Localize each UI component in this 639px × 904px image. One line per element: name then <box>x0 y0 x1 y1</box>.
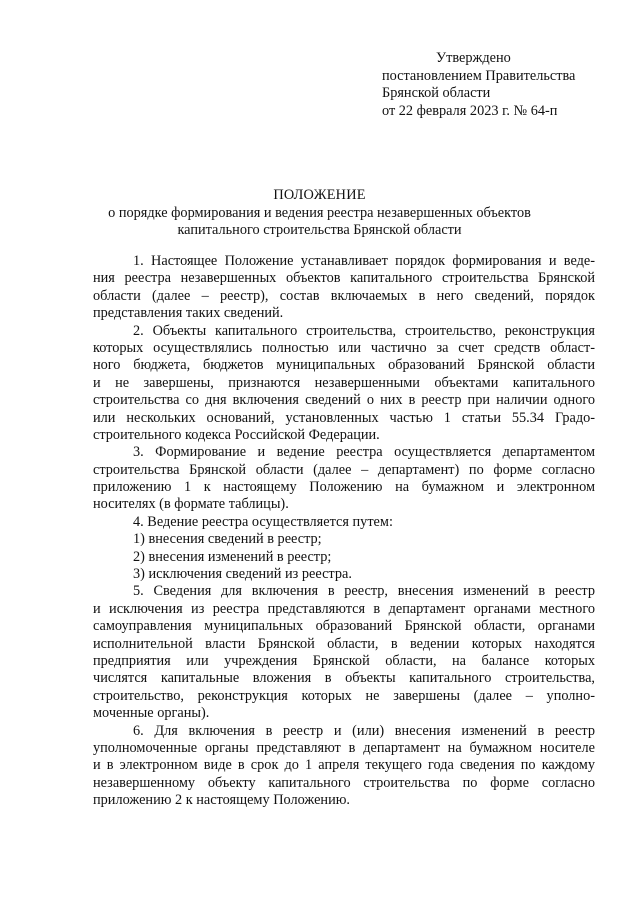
body-line: 1. Настоящее Положение устанавливает порядок формирования и веде- <box>133 253 595 269</box>
body-line: 1) внесения сведений в реестр; <box>133 531 322 548</box>
body-line: 2. Объекты капитального строительства, строительство, реконструкция <box>133 322 595 339</box>
body-line: моченные органы). <box>93 705 210 722</box>
body-line: самоуправления муниципальных образований Брянской области, органами <box>93 618 595 635</box>
body-line: 4. Ведение реестра осуществляется путем: <box>133 513 393 530</box>
body-line: области (далее – реестр), состав включаемых в него сведений, порядок <box>93 287 595 304</box>
body-line: и не завершены, признаются незавершенными объектами капитального <box>93 374 595 391</box>
body-line: и исключения из реестра представляются в департамент органами местного <box>93 600 595 617</box>
body-line: и в электронном виде в срок до 1 апреля текущего года сведения по каждому <box>93 757 595 774</box>
body-line: предприятия или учреждения Брянской области, на балансе которых <box>93 652 595 669</box>
document-title <box>0 187 639 240</box>
body-line: приложению 1 к настоящему Положению на бумажном и электронном <box>93 479 595 496</box>
title-heading: ПОЛОЖЕНИЕ <box>273 187 366 203</box>
title-subtitle-line-1: о порядке формирования и ведения реестра незавершенных объектов <box>108 204 531 221</box>
body-line: которых осуществлялись полностью или частично за счет средств област- <box>93 339 595 356</box>
body-line: представления таких сведений. <box>93 305 284 322</box>
body-line: строительства Брянской области (далее – департамент) по форме согласно <box>93 461 595 478</box>
body-line: строительство, реконструкция которых не завершены (далее – уполно- <box>93 687 595 704</box>
body-line: приложению 2 к настоящему Положению. <box>93 792 350 809</box>
approval-line-resolution: постановлением Правительства <box>382 67 576 84</box>
body-line: носителях (в формате таблицы). <box>93 496 289 513</box>
body-line: 3. Формирование и ведение реестра осуществляется департаментом <box>133 444 595 461</box>
body-line: ного бюджета, бюджетов муниципальных образований Брянской области <box>93 357 595 374</box>
body-line: или нескольких оснований, установленных частью 1 статьи 55.34 Градо- <box>93 409 595 426</box>
body-line: 6. Для включения в реестр и (или) внесения изменений в реестр <box>133 722 595 739</box>
approval-line-region: Брянской области <box>382 85 491 101</box>
approval-stamp <box>382 50 575 120</box>
body-line: 2) внесения изменений в реестр; <box>133 548 332 565</box>
title-subtitle-line-2: капитального строительства Брянской области <box>177 222 462 238</box>
body-line: уполномоченные органы представляют в департамент на бумажном носителе <box>93 739 595 756</box>
body-line: исполнительной власти Брянской области, в ведении которых находятся <box>93 635 595 652</box>
body-line: числятся капитальные вложения в объекты капитального строительства, <box>93 670 595 687</box>
body-line: незавершенному объекту капитального строительства по форме согласно <box>93 774 595 791</box>
approval-line-date-number: от 22 февраля 2023 г. № 64-п <box>382 102 558 119</box>
body-line: строительства со дня включения сведений о них в реестр при наличии одного <box>93 392 595 409</box>
body-line: 3) исключения сведений из реестра. <box>133 566 352 583</box>
approval-line-approved: Утверждено <box>436 50 511 66</box>
body-line: строительного кодекса Российской Федерации. <box>93 426 380 443</box>
body-line: ния реестра незавершенных объектов капитального строительства Брянской <box>93 270 595 287</box>
document-body <box>93 253 595 810</box>
body-line: 5. Сведения для включения в реестр, внесения изменений в реестр <box>133 583 595 600</box>
